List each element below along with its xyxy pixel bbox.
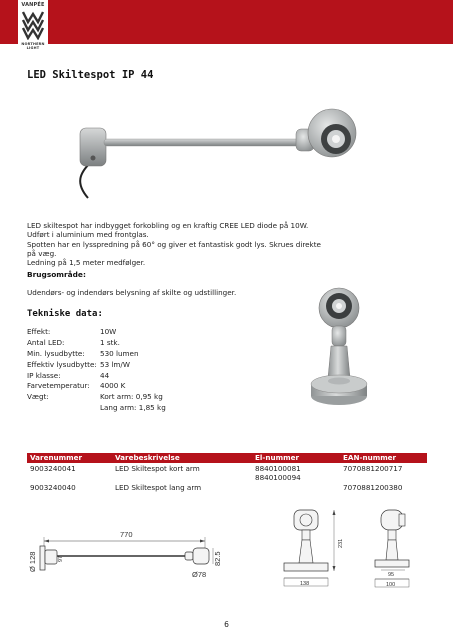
spec-value: 10W — [100, 327, 117, 336]
spec-label — [27, 403, 100, 414]
product-photo-arm — [60, 103, 360, 203]
table-header-row — [27, 453, 427, 463]
cell-ean-nummer: 7070881200717 — [343, 464, 403, 473]
cell-el-nummer — [252, 463, 340, 482]
page-number: 6 — [224, 620, 229, 629]
description-line: Spotten har en lysspredning på 60° og giver et fantastisk godt lys. Skrues direkte på væg. — [27, 239, 321, 258]
dim-stand-height: 231 — [338, 538, 344, 548]
description-line: Ledning på 1,5 meter medfølger. — [27, 258, 146, 268]
cell-varenummer: 9003240040 — [30, 483, 76, 493]
dim-plate-width: 100 — [386, 582, 396, 588]
cell-ean-nummer: 7070881200380 — [343, 483, 403, 493]
brand-tagline: NORTHERN LIGHT — [21, 42, 45, 50]
spec-label: Antal LED: — [27, 337, 65, 347]
brand-name: VANPÉE — [21, 2, 45, 8]
spec-value: 4000 K — [100, 381, 126, 391]
el-nummer-line: 8840100094 — [255, 472, 301, 482]
spec-label: Min. lysudbytte: — [27, 348, 85, 358]
table-row — [27, 482, 427, 493]
dim-head-diameter: Ø78 — [192, 570, 207, 579]
dim-plate-diameter: Ø 128 — [28, 551, 37, 572]
technical-drawing-arm — [22, 526, 237, 584]
description-line: LED skiltespot har indbygget forkobling og en kraftig CREE LED diode på 10W. — [27, 221, 309, 230]
spec-row — [27, 392, 166, 403]
column-header-el-nummer: El-nummer — [252, 453, 340, 463]
page-title: LED Skiltespot IP 44 — [27, 69, 154, 81]
specs-heading: Tekniske data: — [27, 309, 103, 319]
brand-logo-icon — [21, 10, 45, 40]
spec-value: 1 stk. — [100, 337, 120, 347]
brand-logo — [18, 0, 48, 48]
cell-varebeskrivelse: LED Skiltespot lang arm — [115, 483, 202, 493]
spec-label: Vægt: — [27, 392, 49, 402]
spec-row — [27, 327, 166, 338]
technical-drawing-standing-side — [365, 508, 425, 590]
spec-value: Lang arm: 1,85 kg — [100, 403, 166, 413]
el-nummer-line: 8840100081 — [255, 464, 301, 473]
column-header-varebeskrivelse: Varebeskrivelse — [112, 453, 252, 463]
spec-label: Farvetemperatur: — [27, 381, 90, 391]
usage-heading: Brugsområde: — [27, 270, 86, 279]
spec-value: 530 lumen — [100, 348, 139, 358]
product-description — [27, 221, 327, 267]
technical-drawing-standing-front — [276, 508, 356, 590]
column-header-varenummer: Varenummer — [27, 453, 112, 463]
cell-varebeskrivelse: LED Skiltespot kort arm — [115, 464, 200, 473]
cell-el-nummer-empty — [252, 482, 340, 493]
product-photo-standing — [298, 286, 380, 416]
dim-stand-base: 138 — [300, 581, 310, 587]
spec-row — [27, 381, 166, 392]
spec-row — [27, 403, 166, 414]
specs-table — [27, 327, 166, 414]
dim-head-width: 95 — [388, 572, 395, 578]
spec-label: Effektiv lysudbytte: — [27, 359, 97, 369]
spec-row — [27, 360, 166, 371]
spec-value: 53 lm/W — [100, 359, 130, 369]
cell-varenummer: 9003240041 — [30, 464, 76, 473]
header-band — [0, 0, 453, 44]
spec-row — [27, 349, 166, 360]
dim-arm-length: 770 — [120, 530, 133, 539]
usage-text: Udendørs- og indendørs belysning af skilte og udstillinger. — [27, 288, 237, 297]
table-row — [27, 463, 427, 482]
spec-label: IP klasse: — [27, 370, 61, 380]
description-line: Udført i aluminium med frontglas. — [27, 230, 149, 240]
spec-label: Effekt: — [27, 327, 51, 336]
product-table — [27, 453, 427, 493]
dim-base-width: 97 — [58, 555, 64, 562]
column-header-ean-nummer: EAN-nummer — [340, 453, 427, 463]
spec-row — [27, 371, 166, 382]
dim-head-height: 82.5 — [213, 551, 222, 566]
spec-row — [27, 338, 166, 349]
spec-value: 44 — [100, 370, 110, 380]
spec-value: Kort arm: 0,95 kg — [100, 392, 163, 402]
